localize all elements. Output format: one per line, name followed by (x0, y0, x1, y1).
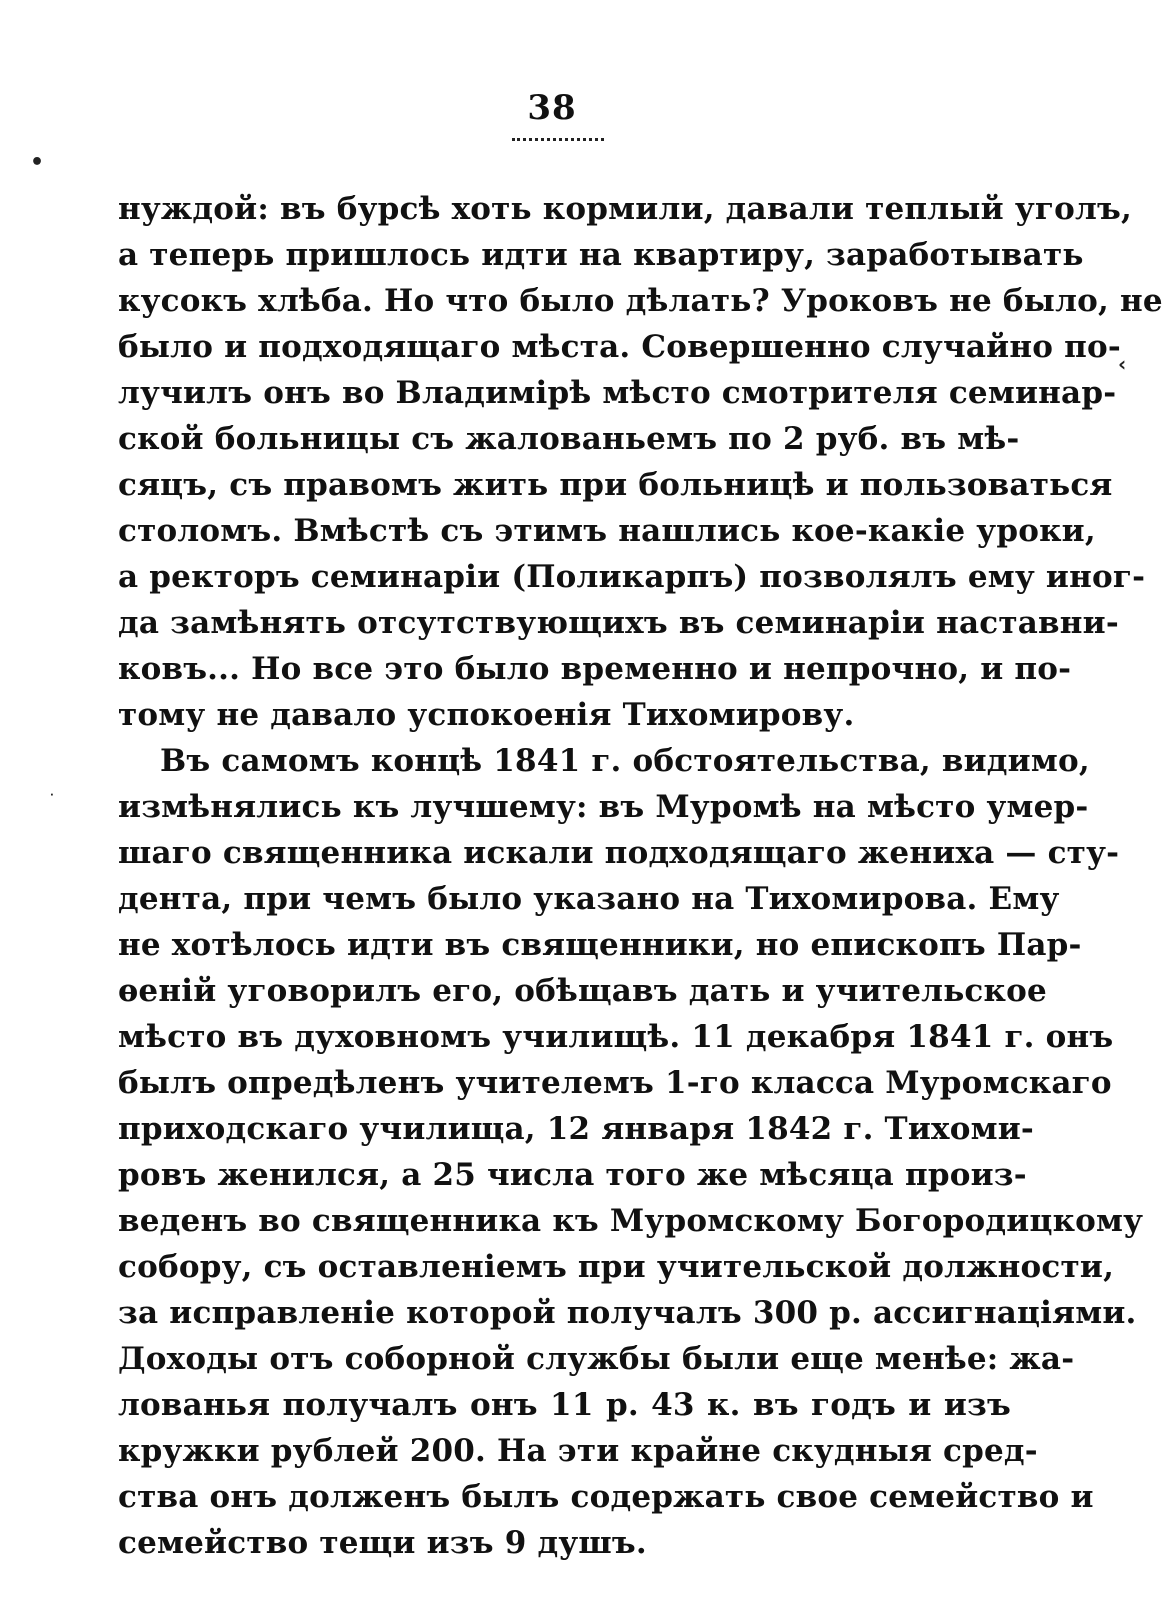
text-line: лованья получалъ онъ 11 р. 43 к. въ годъ и изъ (118, 1387, 1011, 1423)
text-line: ковъ... Но все это было временно и непрочно, и по- (118, 651, 1072, 687)
text-line: было и подходящаго мѣста. Совершенно случайно по- (118, 329, 1121, 365)
text-line: нуждой: въ бурсѣ хоть кормили, давали теплый уголъ, (118, 191, 1132, 227)
text-line: ства онъ долженъ былъ содержать свое семейство и (118, 1479, 1094, 1515)
text-line: кусокъ хлѣба. Но что было дѣлать? Уроковъ не было, не (118, 283, 1163, 319)
text-line: лучилъ онъ во Владимірѣ мѣсто смотрителя семинар- (118, 375, 1117, 411)
margin-dot-small: · (50, 790, 54, 801)
text-line: тому не давало успокоенія Тихомирову. (118, 697, 855, 733)
text-line: приходскаго училища, 12 января 1842 г. Тихоми- (118, 1111, 1034, 1147)
text-line: измѣнялись къ лучшему: въ Муромѣ на мѣсто умер- (118, 789, 1089, 825)
margin-dot-left: • (30, 150, 45, 175)
text-line: да замѣнять отсутствующихъ въ семинаріи наставни- (118, 605, 1119, 641)
text-line: шаго священника искали подходящаго жениха — сту- (118, 835, 1120, 871)
text-line: Доходы отъ соборной службы были еще менѣе: жа- (118, 1341, 1075, 1377)
page-number-rule (512, 138, 604, 141)
paragraph-1 (118, 186, 1163, 738)
text-line: Въ самомъ концѣ 1841 г. обстоятельства, видимо, (160, 743, 1090, 779)
text-line: веденъ во священника къ Муромскому Богородицкому (118, 1203, 1144, 1239)
text-line: а ректоръ семинаріи (Поликарпъ) позволялъ ему иног- (118, 559, 1146, 595)
text-line: не хотѣлось идти въ священники, но епископъ Пар- (118, 927, 1082, 963)
text-line: а теперь пришлось идти на квартиру, заработывать (118, 237, 1084, 273)
text-line: ѳеній уговорилъ его, обѣщавъ дать и учительское (118, 973, 1047, 1009)
text-line: сяцъ, съ правомъ жить при больницѣ и пользоваться (118, 467, 1113, 503)
text-line: былъ опредѣленъ учителемъ 1-го класса Муромскаго (118, 1065, 1112, 1101)
page-number: 38 (527, 88, 577, 128)
text-line: собору, съ оставленіемъ при учительской должности, (118, 1249, 1115, 1285)
text-line: дента, при чемъ было указано на Тихомирова. Ему (118, 881, 1060, 917)
text-line: ровъ женился, а 25 числа того же мѣсяца произ- (118, 1157, 1027, 1193)
margin-tick-right: ‹ (1118, 352, 1127, 376)
paragraph-2 (118, 738, 1144, 1566)
text-line: кружки рублей 200. На эти крайне скудныя сред- (118, 1433, 1038, 1469)
text-line: за исправленіе которой получалъ 300 р. ассигнаціями. (118, 1295, 1137, 1331)
body-text (118, 186, 1163, 1566)
text-line: семейство тещи изъ 9 душъ. (118, 1525, 647, 1561)
text-line: ской больницы съ жалованьемъ по 2 руб. въ мѣ- (118, 421, 1020, 457)
text-line: столомъ. Вмѣстѣ съ этимъ нашлись кое-какіе уроки, (118, 513, 1096, 549)
text-line: мѣсто въ духовномъ училищѣ. 11 декабря 1841 г. онъ (118, 1019, 1114, 1055)
